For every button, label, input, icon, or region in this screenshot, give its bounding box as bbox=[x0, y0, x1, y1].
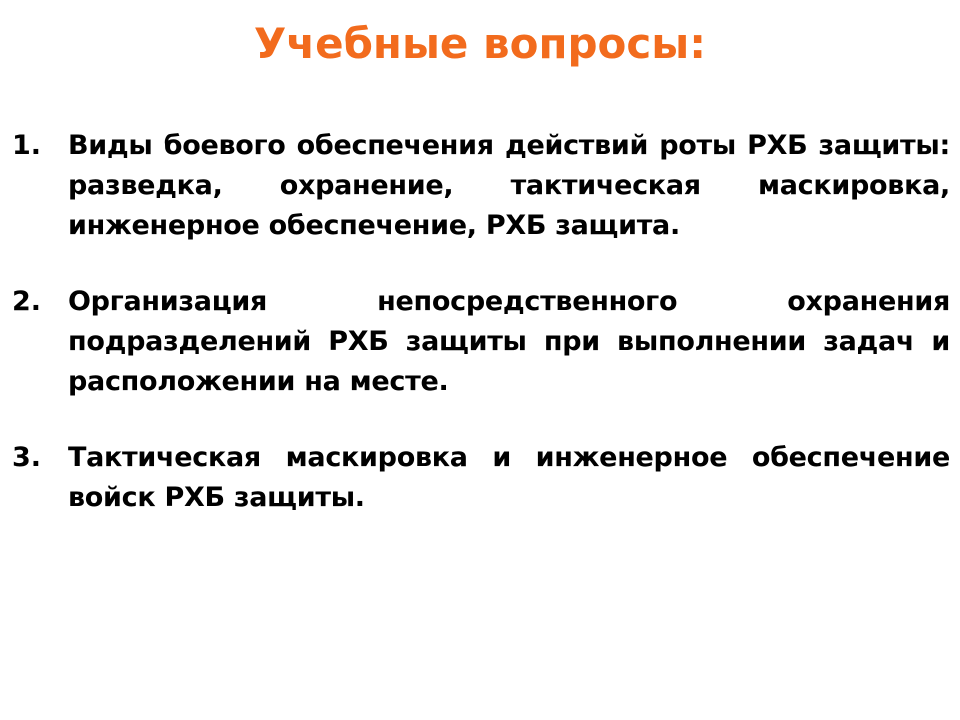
item-text: Виды боевого обеспечения действий роты РХБ защиты: разведка, охранение, тактическая маскировка, инженерное обеспечение, РХБ защита. bbox=[68, 130, 950, 241]
item-number: 2. bbox=[12, 286, 42, 317]
item-text: Организация непосредственного охранения подразделений РХБ защиты при выполнении задач и расположении на месте. bbox=[68, 286, 950, 397]
list-item bbox=[12, 282, 950, 402]
questions-list bbox=[12, 126, 950, 554]
item-number: 1. bbox=[12, 130, 42, 161]
item-text: Тактическая маскировка и инженерное обеспечение войск РХБ защиты. bbox=[68, 442, 950, 513]
list-item bbox=[12, 438, 950, 518]
slide-title: Учебные вопросы: bbox=[253, 19, 707, 68]
item-number: 3. bbox=[12, 442, 42, 473]
list-item bbox=[12, 126, 950, 246]
